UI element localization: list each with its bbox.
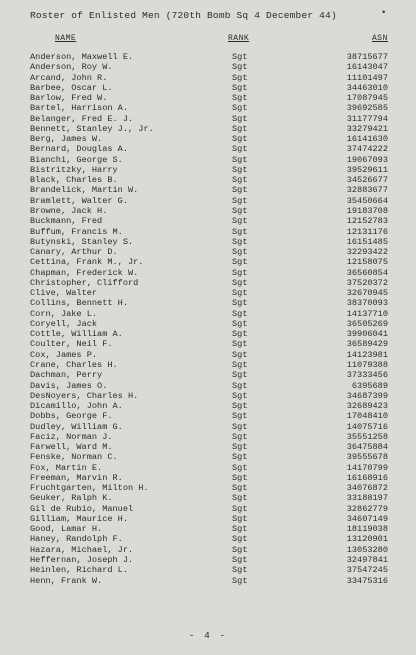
roster-name: Cox, James P. bbox=[30, 349, 98, 360]
roster-asn: 11079388 bbox=[346, 359, 388, 370]
roster-name: Dachman, Perry bbox=[30, 370, 103, 381]
table-row bbox=[0, 422, 416, 432]
roster-asn: 32497841 bbox=[346, 555, 388, 566]
roster-rank: Sgt bbox=[232, 185, 248, 196]
roster-asn: 34526677 bbox=[346, 175, 388, 186]
table-row bbox=[0, 227, 416, 237]
roster-rank: Sgt bbox=[232, 431, 248, 442]
roster-name: Chapman, Frederick W. bbox=[30, 267, 139, 278]
column-header-name: NAME bbox=[55, 34, 77, 43]
roster-name: Crane, Charles H. bbox=[30, 359, 118, 370]
roster-rank: Sgt bbox=[232, 175, 248, 186]
table-row bbox=[0, 329, 416, 339]
table-row bbox=[0, 83, 416, 93]
roster-asn: 31177794 bbox=[346, 113, 388, 124]
roster-name: Farwell, Ward M. bbox=[30, 442, 113, 453]
roster-rank: Sgt bbox=[232, 154, 248, 165]
roster-name: Brandelick, Martin W. bbox=[30, 185, 139, 196]
roster-rank: Sgt bbox=[232, 575, 248, 586]
roster-asn: 33279421 bbox=[346, 123, 388, 134]
roster-name: Cettina, Frank M., Jr. bbox=[30, 257, 144, 268]
column-header-asn: ASN bbox=[372, 34, 388, 43]
page-title: Roster of Enlisted Men (720th Bomb Sq 4 December 44) bbox=[30, 10, 337, 21]
roster-asn: 33475316 bbox=[346, 575, 388, 586]
table-row bbox=[0, 175, 416, 185]
roster-rank: Sgt bbox=[232, 123, 248, 134]
roster-asn: 36589429 bbox=[346, 339, 388, 350]
roster-asn: 16141630 bbox=[346, 134, 388, 145]
table-row bbox=[0, 514, 416, 524]
table-row bbox=[0, 545, 416, 555]
roster-asn: 32883677 bbox=[346, 185, 388, 196]
roster-rank: Sgt bbox=[232, 82, 248, 93]
roster-rank: Sgt bbox=[232, 544, 248, 555]
page-mark: • bbox=[381, 8, 387, 18]
roster-name: Good, Lamar H. bbox=[30, 524, 103, 535]
roster-name: DesNoyers, Charles H. bbox=[30, 390, 139, 401]
column-header-rank: RANK bbox=[228, 34, 250, 43]
roster-rank: Sgt bbox=[232, 503, 248, 514]
roster-asn: 32689423 bbox=[346, 401, 388, 412]
roster-asn: 32670945 bbox=[346, 288, 388, 299]
roster-rank: Sgt bbox=[232, 565, 248, 576]
roster-name: Buckmann, Fred bbox=[30, 216, 103, 227]
roster-asn: 14170799 bbox=[346, 462, 388, 473]
roster-asn: 39906041 bbox=[346, 329, 388, 340]
roster-rank: Sgt bbox=[232, 524, 248, 535]
roster-name: Coulter, Neil F. bbox=[30, 339, 113, 350]
roster-asn: 14123981 bbox=[346, 349, 388, 360]
roster-rank: Sgt bbox=[232, 401, 248, 412]
roster-asn: 36475884 bbox=[346, 442, 388, 453]
roster-rank: Sgt bbox=[232, 113, 248, 124]
roster-name: Henn, Frank W. bbox=[30, 575, 103, 586]
roster-name: Bianchi, George S. bbox=[30, 154, 123, 165]
roster-name: Faciz, Norman J. bbox=[30, 431, 113, 442]
roster-rank: Sgt bbox=[232, 288, 248, 299]
roster-name: Browne, Jack H. bbox=[30, 205, 108, 216]
roster-asn: 16168916 bbox=[346, 472, 388, 483]
roster-rank: Sgt bbox=[232, 62, 248, 73]
roster-name: Hazara, Michael, Jr. bbox=[30, 544, 134, 555]
roster-asn: 12152783 bbox=[346, 216, 388, 227]
page-number: - 4 - bbox=[188, 630, 228, 641]
table-row bbox=[0, 62, 416, 72]
roster-name: Coryell, Jack bbox=[30, 318, 98, 329]
table-row bbox=[0, 463, 416, 473]
table-row bbox=[0, 370, 416, 380]
roster-rank: Sgt bbox=[232, 195, 248, 206]
roster-name: Barlow, Fred W. bbox=[30, 93, 108, 104]
roster-name: Davis, James O. bbox=[30, 380, 108, 391]
roster-rank: Sgt bbox=[232, 318, 248, 329]
roster-name: Clive, Walter bbox=[30, 288, 98, 299]
roster-rank: Sgt bbox=[232, 513, 248, 524]
table-row bbox=[0, 257, 416, 267]
table-row bbox=[0, 360, 416, 370]
roster-rank: Sgt bbox=[232, 390, 248, 401]
roster-rank: Sgt bbox=[232, 164, 248, 175]
roster-rank: Sgt bbox=[232, 493, 248, 504]
table-row bbox=[0, 52, 416, 62]
roster-rank: Sgt bbox=[232, 93, 248, 104]
table-row bbox=[0, 155, 416, 165]
table-row bbox=[0, 391, 416, 401]
roster-rank: Sgt bbox=[232, 421, 248, 432]
table-row bbox=[0, 534, 416, 544]
roster-asn: 32862779 bbox=[346, 503, 388, 514]
roster-asn: 17087945 bbox=[346, 93, 388, 104]
roster-name: Haney, Randolph F. bbox=[30, 534, 123, 545]
roster-asn: 39692585 bbox=[346, 103, 388, 114]
roster-name: Gilliam, Maurice H. bbox=[30, 513, 128, 524]
table-row bbox=[0, 452, 416, 462]
roster-rank: Sgt bbox=[232, 205, 248, 216]
roster-name: Dudley, William G. bbox=[30, 421, 123, 432]
roster-name: Black, Charles B. bbox=[30, 175, 118, 186]
roster-asn: 13120901 bbox=[346, 534, 388, 545]
roster-rank: Sgt bbox=[232, 555, 248, 566]
roster-name: Canary, Arthur D. bbox=[30, 247, 118, 258]
roster-name: Arcand, John R. bbox=[30, 72, 108, 83]
roster-rank: Sgt bbox=[232, 257, 248, 268]
table-row bbox=[0, 576, 416, 586]
roster-asn: 34687399 bbox=[346, 390, 388, 401]
roster-rank: Sgt bbox=[232, 216, 248, 227]
roster-name: Buffum, Francis M. bbox=[30, 226, 123, 237]
roster-asn: 12158075 bbox=[346, 257, 388, 268]
roster-asn: 37333456 bbox=[346, 370, 388, 381]
roster-name: Heffernan, Joseph J. bbox=[30, 555, 134, 566]
roster-rank: Sgt bbox=[232, 380, 248, 391]
roster-asn: 13053280 bbox=[346, 544, 388, 555]
roster-asn: 37520372 bbox=[346, 277, 388, 288]
table-row bbox=[0, 268, 416, 278]
roster-name: Anderson, Roy W. bbox=[30, 62, 113, 73]
table-row bbox=[0, 381, 416, 391]
roster-rank: Sgt bbox=[232, 472, 248, 483]
table-row bbox=[0, 114, 416, 124]
roster-name: Barbee, Oscar L. bbox=[30, 82, 113, 93]
table-row bbox=[0, 565, 416, 575]
roster-name: Belanger, Fred E. J. bbox=[30, 113, 134, 124]
roster-name: Bistritzky, Harry bbox=[30, 164, 118, 175]
table-row bbox=[0, 103, 416, 113]
table-row bbox=[0, 298, 416, 308]
roster-asn: 34076872 bbox=[346, 483, 388, 494]
table-row bbox=[0, 442, 416, 452]
table-row bbox=[0, 401, 416, 411]
roster-name: Freeman, Marvin R. bbox=[30, 472, 123, 483]
roster-name: Geuker, Ralph K. bbox=[30, 493, 113, 504]
roster-rank: Sgt bbox=[232, 277, 248, 288]
roster-rank: Sgt bbox=[232, 134, 248, 145]
roster-asn: 38370093 bbox=[346, 298, 388, 309]
table-row bbox=[0, 196, 416, 206]
table-row bbox=[0, 432, 416, 442]
roster-rank: Sgt bbox=[232, 267, 248, 278]
roster-name: Heinlen, Richard L. bbox=[30, 565, 128, 576]
roster-asn: 36505269 bbox=[346, 318, 388, 329]
roster-rank: Sgt bbox=[232, 370, 248, 381]
roster-asn: 6395689 bbox=[351, 380, 388, 391]
table-row bbox=[0, 73, 416, 83]
roster-asn: 35551258 bbox=[346, 431, 388, 442]
table-row bbox=[0, 237, 416, 247]
table-row bbox=[0, 185, 416, 195]
roster-name: Gil de Rubio, Manuel bbox=[30, 503, 134, 514]
roster-name: Christopher, Clifford bbox=[30, 277, 139, 288]
roster-rank: Sgt bbox=[232, 298, 248, 309]
table-row bbox=[0, 483, 416, 493]
table-row bbox=[0, 319, 416, 329]
roster-asn: 39529611 bbox=[346, 164, 388, 175]
roster-asn: 39555678 bbox=[346, 452, 388, 463]
roster-asn: 38715677 bbox=[346, 52, 388, 62]
table-row bbox=[0, 555, 416, 565]
table-row bbox=[0, 309, 416, 319]
roster-rank: Sgt bbox=[232, 247, 248, 258]
roster-rank: Sgt bbox=[232, 103, 248, 114]
roster-table bbox=[0, 52, 416, 586]
roster-rank: Sgt bbox=[232, 349, 248, 360]
roster-rank: Sgt bbox=[232, 411, 248, 422]
roster-rank: Sgt bbox=[232, 308, 248, 319]
roster-name: Bennett, Stanley J., Jr. bbox=[30, 123, 154, 134]
roster-name: Dobbs, George F. bbox=[30, 411, 113, 422]
roster-asn: 18119038 bbox=[346, 524, 388, 535]
roster-asn: 12131176 bbox=[346, 226, 388, 237]
table-row bbox=[0, 339, 416, 349]
roster-asn: 14137710 bbox=[346, 308, 388, 319]
roster-asn: 35450664 bbox=[346, 195, 388, 206]
roster-asn: 19183708 bbox=[346, 205, 388, 216]
roster-rank: Sgt bbox=[232, 339, 248, 350]
roster-asn: 37547245 bbox=[346, 565, 388, 576]
roster-rank: Sgt bbox=[232, 236, 248, 247]
roster-name: Collins, Bennett H. bbox=[30, 298, 128, 309]
table-row bbox=[0, 504, 416, 514]
roster-asn: 17048410 bbox=[346, 411, 388, 422]
roster-name: Dicamillo, John A. bbox=[30, 401, 123, 412]
table-row bbox=[0, 350, 416, 360]
table-row bbox=[0, 247, 416, 257]
table-row bbox=[0, 206, 416, 216]
roster-name: Fenske, Norman C. bbox=[30, 452, 118, 463]
roster-rank: Sgt bbox=[232, 144, 248, 155]
roster-rank: Sgt bbox=[232, 72, 248, 83]
roster-name: Bartel, Harrison A. bbox=[30, 103, 128, 114]
roster-asn: 11101497 bbox=[346, 72, 388, 83]
roster-name: Anderson, Maxwell E. bbox=[30, 52, 134, 62]
roster-rank: Sgt bbox=[232, 483, 248, 494]
roster-name: Berg, James W. bbox=[30, 134, 103, 145]
roster-rank: Sgt bbox=[232, 462, 248, 473]
table-row bbox=[0, 493, 416, 503]
roster-rank: Sgt bbox=[232, 329, 248, 340]
roster-asn: 37474222 bbox=[346, 144, 388, 155]
roster-asn: 14075716 bbox=[346, 421, 388, 432]
roster-asn: 34463010 bbox=[346, 82, 388, 93]
table-row bbox=[0, 216, 416, 226]
roster-asn: 16151485 bbox=[346, 236, 388, 247]
roster-rank: Sgt bbox=[232, 442, 248, 453]
roster-asn: 33188197 bbox=[346, 493, 388, 504]
table-row bbox=[0, 288, 416, 298]
roster-name: Corn, Jake L. bbox=[30, 308, 98, 319]
table-row bbox=[0, 144, 416, 154]
roster-name: Bernard, Douglas A. bbox=[30, 144, 128, 155]
roster-asn: 16143047 bbox=[346, 62, 388, 73]
roster-asn: 19067093 bbox=[346, 154, 388, 165]
roster-name: Fruchtgarten, Milton H. bbox=[30, 483, 149, 494]
roster-rank: Sgt bbox=[232, 359, 248, 370]
roster-asn: 34607149 bbox=[346, 513, 388, 524]
roster-asn: 32293422 bbox=[346, 247, 388, 258]
roster-rank: Sgt bbox=[232, 534, 248, 545]
roster-rank: Sgt bbox=[232, 226, 248, 237]
roster-name: Fox, Martin E. bbox=[30, 462, 103, 473]
table-row bbox=[0, 165, 416, 175]
table-row bbox=[0, 524, 416, 534]
roster-name: Cottle, William A. bbox=[30, 329, 123, 340]
roster-name: Bramlett, Walter G. bbox=[30, 195, 128, 206]
table-row bbox=[0, 134, 416, 144]
roster-asn: 36560854 bbox=[346, 267, 388, 278]
roster-rank: Sgt bbox=[232, 452, 248, 463]
roster-rank: Sgt bbox=[232, 52, 248, 62]
table-row bbox=[0, 124, 416, 134]
table-row bbox=[0, 93, 416, 103]
table-row bbox=[0, 411, 416, 421]
table-row bbox=[0, 473, 416, 483]
roster-name: Butynski, Stanley S. bbox=[30, 236, 134, 247]
table-row bbox=[0, 278, 416, 288]
